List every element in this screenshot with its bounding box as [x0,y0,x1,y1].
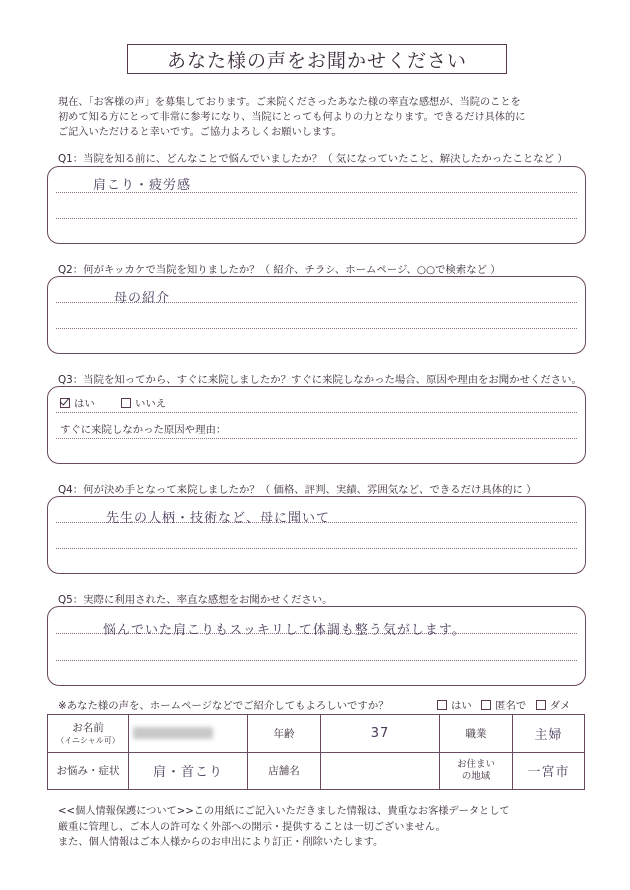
symptom-label: お悩み・症状 [48,752,129,790]
intro-line-3: ご記入いただけると幸いです。ご協力よろしくお願いします。 [58,127,342,138]
q5-answer-box[interactable] [47,606,586,686]
permission-yes-checkbox[interactable] [437,700,447,710]
permission-anon-checkbox[interactable] [481,700,491,710]
q1-answer-box[interactable] [47,166,586,244]
info-table [47,714,585,790]
page-title: あなた様の声をお聞かせください [127,44,507,74]
q3-yes-option[interactable] [60,395,95,410]
intro-text [58,95,578,140]
permission-yes-label: はい [451,700,472,712]
q1-answer: 肩こり・疲労感 [93,178,192,193]
q2-question: Q2：何がキッカケで当院を知りましたか？（ 紹介、チラシ、ホームページ、○○で検索など ） [58,264,501,276]
age-label: 年齢 [248,715,321,753]
q3-no-option[interactable] [121,395,166,410]
q1-question: Q1：当院を知る前に、どんなことで悩んでいましたか？（ 気になっていたこと、解決したかったことなど ） [58,153,568,165]
privacy-footer [58,804,598,851]
permission-no-checkbox[interactable] [536,700,546,710]
name-label-cell [48,715,129,753]
q3-question: Q3：当院を知ってから、すぐに来院しましたか？すぐに来院しなかった場合、原因や理由をお聞かせください。 [58,374,582,386]
q2-answer-box[interactable] [47,276,586,354]
q3-no-checkbox[interactable] [121,398,131,408]
store-value[interactable] [321,752,440,790]
job-label: 職業 [440,715,513,753]
permission-no[interactable] [536,700,571,712]
permission-anon-label: 匿名で [495,700,527,712]
name-sub-label: （イニシャル可） [56,736,120,746]
q3-no-label: いいえ [135,398,167,410]
symptom-value[interactable]: 肩・首こり [129,752,248,790]
q4-answer: 先生の人柄・技術など、母に聞いて [106,511,331,526]
q3-yes-checkbox[interactable] [60,398,70,408]
area-label-cell [440,752,513,790]
q5-question: Q5：実際に利用された、率直な感想をお聞かせください。 [58,594,333,606]
area-label-1: お住まい [456,758,495,770]
q3-reason-label: すぐに来院しなかった原因や理由： [60,424,227,436]
q4-question: Q4：何が決め手となって来院しましたか？（ 価格、評判、実績、雰囲気など、できるだけ具体的に ） [58,484,537,496]
permission-options [437,697,570,712]
area-value[interactable]: 一宮市 [513,752,585,790]
name-label: お名前 [72,722,104,735]
permission-no-label: ダメ [549,700,571,712]
q3-answer-box [47,386,586,464]
intro-line-2: 初めて知る方にとって非常に参考になり、当院にとっても何よりの力となります。できるだけ具体的に [58,112,526,123]
footer-line-3: また、個人情報はご本人様からのお申出により訂正・削除いたします。 [58,837,384,848]
footer-line-1: <<個人情報保護について>>この用紙にご記入いただきました情報は、貴重なお客様データとして [58,806,510,817]
permission-yes[interactable] [437,700,472,712]
q5-answer: 悩んでいた肩こりもスッキリして体調も整う気がします。 [103,623,466,638]
q2-answer: 母の紹介 [114,291,171,306]
store-label: 店舗名 [248,752,321,790]
q4-answer-box[interactable] [47,496,586,574]
intro-line-1: 現在、「お客様の声」を募集しております。ご来院くださったあなた様の率直な感想が、当院のことを [58,97,521,108]
name-redacted [133,727,213,739]
permission-question: ※あなた様の声を、ホームページなどでご紹介してもよろしいですか？ [58,700,389,712]
area-label-2: の地域 [461,770,491,782]
job-value[interactable]: 主婦 [513,715,585,753]
q3-yes-label: はい [74,398,95,410]
age-value[interactable]: 37 [321,715,440,753]
permission-anon[interactable] [481,700,526,712]
name-value-cell[interactable] [129,715,248,753]
footer-line-2: 厳重に管理し、ご本人の許可なく外部への開示・提供することは一切ございません。 [58,821,446,833]
